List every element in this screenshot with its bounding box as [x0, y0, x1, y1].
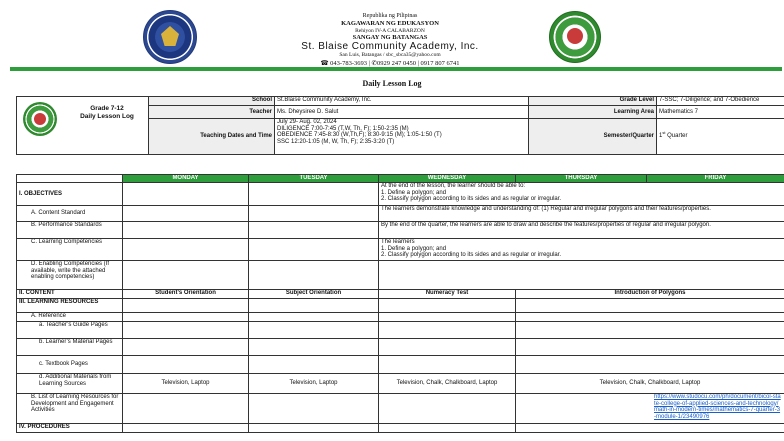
content-row: [17, 290, 784, 299]
content-mon: Student’s Orientation: [123, 290, 249, 299]
competencies-row: [17, 239, 784, 261]
objectives-line-2: 1. Define a polygon; and: [381, 189, 447, 196]
competencies-line-1: The learners: [381, 239, 415, 245]
additional-tue: Television, Laptop: [249, 374, 379, 394]
procedures-label: IV. PROCEDURES: [17, 424, 123, 433]
day-monday: MONDAY: [123, 175, 249, 183]
learners-material-mon: [123, 339, 249, 356]
grade-level-value: 7-SSC; 7-Diligence; and 7-Obedience: [657, 97, 784, 106]
resources-thu: [516, 299, 784, 313]
competencies-line-3: 2. Classify polygon according to its sides and as regular or irregular.: [381, 252, 562, 259]
dates-label: Teaching Dates and Time: [149, 119, 275, 155]
procedures-tue: [249, 424, 379, 433]
procedures-thu: [516, 424, 784, 433]
list-resources-tue: [249, 394, 379, 424]
learners-material-tue: [249, 339, 379, 356]
day-header-row: [17, 175, 784, 183]
list-resources-link-cell: [516, 394, 784, 424]
competencies-line-2: 1. Define a polygon; and: [381, 245, 447, 252]
content-standard-text: The learners demonstrate knowledge and understanding of: (1) Regular and irregular polygons and their features/properties.: [379, 206, 784, 222]
semester-label: Semester/Quarter: [529, 119, 657, 155]
performance-tue: [249, 222, 379, 239]
school-seal-icon: [549, 11, 601, 63]
enabling-tue: [249, 261, 379, 290]
reference-tue: [249, 313, 379, 322]
content-standard-tue: [249, 206, 379, 222]
dates-value: [275, 119, 529, 155]
learners-material-row: [17, 339, 784, 356]
content-standard-row: [17, 206, 784, 222]
grade-level-label: Grade Level: [529, 97, 657, 106]
reference-row: [17, 313, 784, 322]
procedures-row: [17, 424, 784, 433]
teachers-guide-label: a. Teacher’s Guide Pages: [17, 322, 123, 339]
header-divider: [10, 67, 782, 71]
performance-label: B. Performance Standards: [17, 222, 123, 239]
procedures-mon: [123, 424, 249, 433]
learners-material-thu: [516, 339, 784, 356]
school-seal-small-icon: [23, 102, 57, 136]
document-header: [0, 0, 784, 66]
content-label: II. CONTENT: [17, 290, 123, 299]
textbook-label: c. Textbook Pages: [17, 356, 123, 374]
day-header-blank: [17, 175, 123, 183]
dates-line-4: SSC 12:20-1:05 (M, W, Th, F); 2:35-3:20 (T): [277, 138, 395, 145]
teachers-guide-row: [17, 322, 784, 339]
resources-wed: [379, 299, 516, 313]
teachers-guide-thu: [516, 322, 784, 339]
list-resources-row: [17, 394, 784, 424]
enabling-mon: [123, 261, 249, 290]
semester-number: 1: [659, 133, 663, 140]
list-resources-label: B. List of Learning Resources for Development and Engagement Activities: [17, 394, 123, 424]
info-table: [16, 96, 784, 155]
lesson-table: [16, 174, 784, 433]
content-thu: Introduction of Polygons: [516, 290, 784, 299]
day-tuesday: TUESDAY: [249, 175, 379, 183]
textbook-mon: [123, 356, 249, 374]
competencies-tue: [249, 239, 379, 261]
header-address: San Luis, Batangas / sbc_sbca35@yahoo.com: [339, 52, 441, 58]
teachers-guide-mon: [123, 322, 249, 339]
list-resources-wed: [379, 394, 516, 424]
resources-mon: [123, 299, 249, 313]
enabling-row: [17, 261, 784, 290]
header-region: Rehiyon IV-A CALABARZON: [355, 28, 425, 34]
header-republic: Republika ng Pilipinas: [362, 13, 418, 19]
school-label: School: [149, 97, 275, 106]
learners-material-label: b. Learner’s Material Pages: [17, 339, 123, 356]
content-wed: Numeracy Test: [379, 290, 516, 299]
objectives-tue: [249, 183, 379, 206]
objectives-mon: [123, 183, 249, 206]
reference-wed: [379, 313, 516, 322]
resources-label: III. LEARNING RESOURCES: [17, 299, 123, 313]
deped-seal-icon: [143, 10, 197, 64]
procedures-wed: [379, 424, 516, 433]
semester-suffix: st: [662, 130, 666, 136]
competencies-mon: [123, 239, 249, 261]
textbook-wed: [379, 356, 516, 374]
grade-label-block: [67, 105, 147, 120]
page-title: Daily Lesson Log: [362, 79, 422, 88]
dll-label: Daily Lesson Log: [80, 112, 134, 120]
list-resources-mon: [123, 394, 249, 424]
additional-mon: Television, Laptop: [123, 374, 249, 394]
teachers-guide-wed: [379, 322, 516, 339]
content-standard-mon: [123, 206, 249, 222]
objectives-label: I. OBJECTIVES: [17, 183, 123, 206]
dates-line-1: July 29- Aug. 02, 2024: [277, 119, 337, 125]
textbook-thu: [516, 356, 784, 374]
additional-thu: Television, Chalk, Chalkboard, Laptop: [516, 374, 784, 394]
semester-value: [657, 119, 784, 155]
additional-label: d. Additional Materials from Learning Sources: [17, 374, 123, 394]
objectives-row: [17, 183, 784, 206]
textbook-row: [17, 356, 784, 374]
day-wednesday: WEDNESDAY: [379, 175, 516, 183]
resources-row: [17, 299, 784, 313]
additional-row: [17, 374, 784, 394]
header-phones: ☎ 043-783-3693 | ✆0929 247 0450 | 0917 807 6741: [320, 60, 460, 67]
resources-tue: [249, 299, 379, 313]
learners-material-wed: [379, 339, 516, 356]
reference-mon: [123, 313, 249, 322]
header-department: KAGAWARAN NG EDUKASYON: [341, 20, 439, 27]
competencies-text: [379, 239, 784, 261]
learning-area-label: Learning Area: [529, 106, 657, 119]
objectives-text: [379, 183, 784, 206]
objectives-line-3: 2. Classify polygon according to its sides and as regular or irregular.: [381, 196, 562, 203]
dates-line-3: OBEDIENCE 7:45-8:30 (W,Th,F); 8:30-9:15 (M); 1:05-1:50 (T): [277, 132, 442, 139]
header-division: SANGAY NG BATANGAS: [352, 34, 428, 41]
reference-thu: [516, 313, 784, 322]
learning-area-value: Mathematics 7: [657, 106, 784, 119]
competencies-label: C. Learning Competencies: [17, 239, 123, 261]
teacher-value: Ms. Dheysiree D. Salut: [275, 106, 529, 119]
objectives-line-1: At the end of the lesson, the learner should be able to:: [381, 183, 526, 189]
performance-mon: [123, 222, 249, 239]
additional-wed: Television, Chalk, Chalkboard, Laptop: [379, 374, 516, 394]
day-friday: FRIDAY: [647, 175, 784, 183]
enabling-text: [379, 261, 784, 290]
grade-label: Grade 7-12: [90, 105, 124, 112]
teachers-guide-tue: [249, 322, 379, 339]
teacher-label: Teacher: [149, 106, 275, 119]
reference-label: A. Reference: [17, 313, 123, 322]
day-thursday: THURSDAY: [516, 175, 647, 183]
textbook-tue: [249, 356, 379, 374]
resource-link[interactable]: https://www.studocu.com/ph/document/bicol-state-college-of-applied-sciences-and-technology/math-in-modern-times/mathematics-7-quarter-3-module-1/23490976: [654, 394, 781, 420]
content-tue: Subject Orientation: [249, 290, 379, 299]
header-school-name: St. Blaise Community Academy, Inc.: [301, 41, 479, 52]
performance-row: [17, 222, 784, 239]
school-value: St.Blaise Community Academy, Inc.: [275, 97, 529, 106]
info-logo-cell: [17, 97, 149, 155]
enabling-label: D. Enabling Competencies (If available, write the attached enabling competencies): [17, 261, 123, 290]
dates-line-2: DILIGENCE 7:00-7:45 (T,W, Th, F); 1:50-2:35 (M): [277, 125, 409, 132]
semester-word: Quarter: [667, 133, 688, 140]
performance-text: By the end of the quarter, the learners are able to draw and describe the features/properties of regular and irregular polygon.: [379, 222, 784, 239]
content-standard-label: A. Content Standard: [17, 206, 123, 222]
